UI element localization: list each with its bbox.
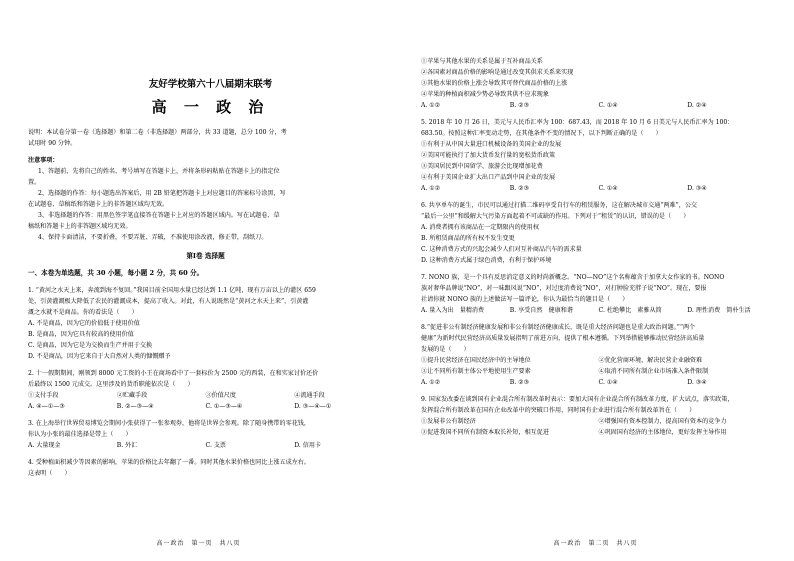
question-stem: 溉之水就不是商品。你的看法是（ ） — [28, 309, 138, 316]
item: ④巩固国有经济的主体地位，更好发挥主导作用 — [598, 429, 727, 436]
item: ③其他水果的价格上涨会导致其可替代商品价格的上涨 — [421, 80, 568, 87]
item: ②美国可能执行了加大货币发行量的宽松货币政策 — [421, 152, 556, 159]
item: ②增强国有资本控制力，提高国有资本的竞争力 — [598, 418, 727, 425]
instructions-line: 试用时 90 分钟。 — [28, 140, 77, 147]
item: ①支付手段 — [28, 392, 59, 399]
question-7 — [421, 272, 776, 316]
question-stem: 1. “黄河之水天上来，奔流到海不复回。”我国目前全国用水量已经达到 1.1 亿吨，现有万亩以上的灌区 659 — [28, 287, 316, 294]
option-b: B. 所租赁商品的所有权不发生变更 — [421, 235, 515, 242]
note-line: 4、保持卡面清洁，不要折叠，不要弄脏、弄破，不准使用涂改液，修正带，刮纸刀。 — [38, 234, 268, 241]
item: ③促进我国不同所有制资本取长补短，相互促进 — [421, 429, 549, 436]
option-c: C. 支票 — [205, 442, 227, 449]
option-a: A. ①② — [421, 379, 441, 386]
question-options — [28, 440, 383, 451]
option-a: A. ①② — [421, 102, 441, 109]
question-stem: 发展的是（ ） — [421, 346, 470, 353]
item: ②贮藏手段 — [116, 392, 148, 399]
page-footer: 高一政治 第一页 共八页 — [156, 540, 241, 547]
question-9 — [421, 394, 776, 438]
question-items — [28, 390, 383, 401]
question-5 — [421, 117, 776, 194]
item: ③价值尺度 — [205, 392, 236, 399]
note-line: 稿纸和答题卡上的非答题区域均无效。 — [28, 223, 132, 230]
notes-title: 注意事项： — [28, 157, 59, 164]
option-a: A. 量入为出 量精消费 — [421, 307, 485, 314]
question-2 — [28, 368, 383, 412]
question-stem: 后最终以 1500 元成交。这里涉及的货币职能依次是（ ） — [28, 381, 194, 388]
question-stem: 6. 共享单车的诞生，市民可以通过打描二维码享受自行车的租赁服务，这在解决城市交通“两难”，公交 — [421, 202, 698, 209]
item: ①苹果与其他水果的关系是属于互补商品关系 — [421, 58, 543, 65]
subject-title: 高 一 政 治 — [151, 98, 270, 116]
question-stem: 4. 受种植面积减少等因素的影响，苹果的价格比去年翻了一番。同时其他水果价格也同比上涨五成左右。 — [28, 459, 310, 466]
option-b: B. 享受自然 健康和谐 — [509, 307, 573, 314]
option-d: D. 理性消费 简朴生活 — [687, 307, 751, 314]
question-stem: 7. NONO 族，是一个具有反思消定意义的时尚新概念。“NO—NO”这个名称蕴含于加拿大女作家的书。NONO — [421, 274, 725, 281]
note-line: 3、非选择题的作答：用黑色签字笔直接答在答题卡上对应的答题区域内。写在试题卷、草 — [38, 212, 280, 219]
option-c: C. ①④ — [598, 379, 618, 386]
item: ④苹果的种植面积减少势必导致其供不应求现象 — [421, 91, 549, 98]
item: ③让不同所有制主体公平地使用生产要素 — [421, 368, 531, 375]
question-stem: 族对奢华品牌说“NO”，对一味跟风说“NO”，对过度消费说“NO”，对打肿脸充胖子说“NO”。现在，要报 — [421, 285, 707, 292]
question-stem: 发挥混合所有制改革在国有企业改革中的突破口作用，同时国有企业进行混合所有制改革旨在（ ） — [421, 407, 696, 414]
question-stem: 健康”为新时代民营经济高质量发展指明了前进方向，提供了根本遵循。下列举措能够推动民营经济高质量 — [421, 335, 705, 342]
item: ④有利于美国企业扩大出口产品到中国企业的发展 — [421, 174, 556, 181]
item: ②各国素对商品价格的影响是通过改变其供求关系来实现 — [421, 69, 574, 76]
question-stem: 5. 2018 年 10 月 26 日，美元与人民币汇率为 100：687.43，而 2018 年 10 月 6 日美元与人民币汇率为 100： — [421, 119, 734, 126]
option-b: B. ②③ — [509, 379, 530, 386]
item: ①有利于从中国大量进口机械设备的美国企业的发展 — [421, 141, 562, 148]
option-c: C. 是商品，因为它是为交换而生产并用于交换 — [28, 342, 153, 349]
page-right — [397, 0, 794, 561]
item: ③美国居民到中国留学、旅游会比现增加花费 — [421, 163, 543, 170]
option-c: C. ①④ — [598, 185, 618, 192]
question-options — [28, 401, 383, 412]
question-stem: 处，引黄灌溉极大降低了农民的灌溉成本，提高了收入。对此，有人说既然是“黄河之水天上来”，引黄灌 — [28, 298, 309, 305]
question-options — [421, 377, 776, 388]
question-1 — [28, 285, 383, 362]
question-4-continued — [421, 56, 776, 111]
option-a: A. 大量现金 — [28, 442, 61, 449]
question-items — [421, 416, 776, 427]
option-c: C. 杜绝攀比 素雅从简 — [598, 307, 662, 314]
item: ①提升民营经济在国民经济中的主导地位 — [421, 357, 531, 364]
question-stem: 2. 十一假期期间，刚领到 8000 元工资的小王在商场看中了一套标价为 2500 元的西装，在和实家讨价还价 — [28, 370, 319, 377]
option-d: D. 不是商品，因为它来自于大自然对人类的慷慨赠予 — [28, 353, 171, 360]
note-line: 1、答题前，先将自己的姓名、考号填写在答题卡上，并将条形码粘贴在答题卡上的指定位 — [38, 168, 280, 175]
note-line: 2、选择题的作答：每小题选出答案后，用 2B 铅笔把答题卡上对应题目的答案标号涂黑，写 — [38, 190, 286, 197]
option-d: D. ②④ — [687, 102, 707, 109]
question-6 — [421, 200, 776, 266]
question-items — [421, 355, 776, 366]
question-stem: 683.50。按照这种汇率变动走势，在其他条件不变的情况下，以下判断正确的是（ ） — [421, 130, 662, 137]
question-stem: 这表明（ ） — [28, 470, 71, 477]
option-b: B. 外汇 — [116, 442, 138, 449]
question-options — [421, 183, 776, 194]
option-d: D. ③④ — [687, 185, 707, 192]
part1-title: 第Ⅰ卷 选择题 — [186, 252, 225, 260]
question-stem: 9. 国家发改委在谈到国有企业混合所有制改革时表示：要加大国有企业混合所有制改革力度，扩大试点，落实政策， — [421, 396, 734, 403]
section-title: 一、本卷为单选题，共 30 小题，每小题 2 分，共 60 分。 — [28, 269, 204, 277]
item: ①发展非公有制经济 — [421, 418, 476, 425]
option-d: D. ③④ — [687, 379, 707, 386]
question-8 — [421, 322, 776, 388]
note-line: 在试题卷、草稿纸和答题卡上的非答题区域均无效。 — [28, 201, 169, 208]
question-options — [421, 305, 776, 316]
option-b: B. 是商品，因为它具有较高的使用价值 — [28, 331, 134, 338]
option-b: B. ②—③—④ — [116, 403, 154, 410]
option-d: D. 这种消费方式属于绿色消费，有利于保护环境 — [421, 257, 552, 264]
question-stem: “最后一公里”和缓解大气污染方面起着不可或缺的作用。下列对于“租赁”的认识，错误的是（ ） — [421, 213, 690, 220]
question-stem: 社请你就 NONO 族的上述做法写一篇评论，你认为最恰当的题目是（ ） — [421, 296, 629, 303]
option-a: A. 消费者拥有该商品在一定期限内的使用权 — [421, 224, 539, 231]
note-line: 置。 — [28, 179, 41, 186]
option-c: C. ①④ — [598, 102, 618, 109]
question-4 — [28, 457, 383, 479]
option-c: C. 这种消费方式的兴起会减少人们对互补商品汽车的需求量 — [421, 246, 582, 253]
option-d: D. ③—④—① — [294, 403, 332, 410]
question-items — [421, 366, 776, 377]
option-a: A. ①② — [421, 185, 441, 192]
question-stem: 你认为小张的最佳选择是带上（ ） — [28, 431, 132, 438]
option-a: A. 不是商品，因为它的价值低于使用价值 — [28, 320, 140, 327]
option-c: C. ①—③—④ — [205, 403, 243, 410]
option-d: D. 信用卡 — [294, 442, 322, 449]
question-items — [421, 427, 776, 438]
item: ④取消不同所有制企业市场准入条件限制 — [598, 368, 709, 375]
item: ②优化营商环境，解决民营企业融资难 — [598, 357, 703, 364]
question-stem: 3. 在上海举行世界贸易博览会期间小张获得了一张参观券，他将是世界会参观。除了随身携带的零花钱， — [28, 420, 310, 427]
item: ④流通手段 — [294, 392, 325, 399]
exam-title: 友好学校第六十八届期末联考 — [148, 79, 273, 90]
page-footer: 高一政治 第二页 共八页 — [553, 540, 638, 547]
question-stem: 8.“促进非公有制经济健康发展和非公有制经济健康成长，既是重大经济问题也是重大政治问题。”“两个 — [421, 324, 696, 331]
option-b: B. ②③ — [509, 102, 530, 109]
question-options — [421, 100, 776, 111]
question-3 — [28, 418, 383, 451]
instructions-line: 说明：本试卷分第一卷（选择题）和第二卷（非选择题）两部分，共 33 道题，总分 100 分，考 — [28, 129, 287, 136]
option-b: B. ②③ — [509, 185, 530, 192]
option-a: A. ④—①—③ — [28, 403, 65, 410]
